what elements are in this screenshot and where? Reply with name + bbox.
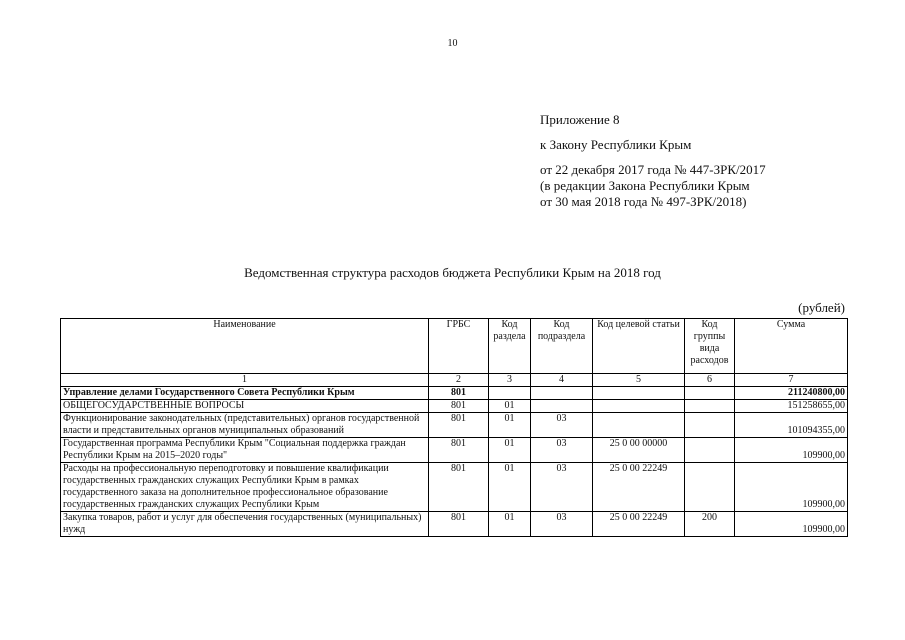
name-cell: Государственная программа Республики Крым "Социальная поддержка граждан Республики Крым на 2015–2020 годы" [61, 438, 429, 463]
table-row [61, 512, 848, 537]
table-row [61, 400, 848, 413]
name-cell: Расходы на профессиональную переподготовку и повышение квалификации государственных гражданских служащих Республики Крым в рамках государственного заказа на дополнительное профессиональное образование государственных гражданских служащих Республики Крым [61, 463, 429, 512]
podrazdel-cell: 03 [531, 463, 593, 512]
statya-cell: 25 0 00 22249 [593, 463, 685, 512]
razdel-cell: 01 [489, 400, 531, 413]
appendix-line-4: (в редакции Закона Республики Крым [540, 178, 750, 193]
budget-table [60, 318, 848, 537]
vid-cell [685, 438, 735, 463]
statya-cell [593, 387, 685, 400]
summa-cell: 109900,00 [735, 512, 848, 537]
podrazdel-cell [531, 387, 593, 400]
summa-cell: 151258655,00 [735, 400, 848, 413]
summa-cell: 101094355,00 [735, 413, 848, 438]
table-row [61, 387, 848, 400]
podrazdel-cell: 03 [531, 438, 593, 463]
table-row [61, 463, 848, 512]
column-number: 6 [685, 374, 735, 387]
vid-cell [685, 400, 735, 413]
name-cell: Закупка товаров, работ и услуг для обеспечения государственных (муниципальных) нужд [61, 512, 429, 537]
statya-cell: 25 0 00 00000 [593, 438, 685, 463]
podrazdel-cell [531, 400, 593, 413]
header-name: Наименование [61, 319, 429, 374]
column-numbers-row [61, 374, 848, 387]
grbs-cell: 801 [429, 512, 489, 537]
table-row [61, 413, 848, 438]
page-number: 10 [447, 38, 458, 49]
razdel-cell [489, 387, 531, 400]
header-razdel: Код раздела [489, 319, 531, 374]
column-number: 2 [429, 374, 489, 387]
column-number: 4 [531, 374, 593, 387]
grbs-cell: 801 [429, 387, 489, 400]
table-header-row [61, 319, 848, 374]
table-row [61, 438, 848, 463]
header-summa: Сумма [735, 319, 848, 374]
razdel-cell: 01 [489, 438, 531, 463]
vid-cell [685, 463, 735, 512]
name-cell: Управление делами Государственного Совета Республики Крым [61, 387, 429, 400]
grbs-cell: 801 [429, 400, 489, 413]
appendix-line-5: от 30 мая 2018 года № 497-ЗРК/2018) [540, 194, 747, 209]
column-number: 5 [593, 374, 685, 387]
grbs-cell: 801 [429, 438, 489, 463]
appendix-line-3: от 22 декабря 2017 года № 447-ЗРК/2017 [540, 162, 766, 177]
name-cell: Функционирование законодательных (представительных) органов государственной власти и представительных органов муниципальных образований [61, 413, 429, 438]
currency-unit: (рублей) [798, 300, 845, 315]
vid-cell [685, 413, 735, 438]
statya-cell: 25 0 00 22249 [593, 512, 685, 537]
name-cell: ОБЩЕГОСУДАРСТВЕННЫЕ ВОПРОСЫ [61, 400, 429, 413]
column-number: 7 [735, 374, 848, 387]
header-grbs: ГРБС [429, 319, 489, 374]
appendix-line-2: к Закону Республики Крым [540, 137, 692, 152]
razdel-cell: 01 [489, 413, 531, 438]
document-title: Ведомственная структура расходов бюджета Республики Крым на 2018 год [244, 265, 661, 280]
header-podrazdel: Код подраздела [531, 319, 593, 374]
grbs-cell: 801 [429, 463, 489, 512]
statya-cell [593, 400, 685, 413]
summa-cell: 109900,00 [735, 463, 848, 512]
razdel-cell: 01 [489, 463, 531, 512]
appendix-header [540, 112, 766, 210]
podrazdel-cell: 03 [531, 512, 593, 537]
appendix-line-1: Приложение 8 [540, 112, 620, 127]
grbs-cell: 801 [429, 413, 489, 438]
vid-cell: 200 [685, 512, 735, 537]
header-vid: Код группы вида расходов [685, 319, 735, 374]
summa-cell: 109900,00 [735, 438, 848, 463]
vid-cell [685, 387, 735, 400]
razdel-cell: 01 [489, 512, 531, 537]
summa-cell: 211240800,00 [735, 387, 848, 400]
column-number: 3 [489, 374, 531, 387]
header-statya: Код целевой статьи [593, 319, 685, 374]
column-number: 1 [61, 374, 429, 387]
podrazdel-cell: 03 [531, 413, 593, 438]
statya-cell [593, 413, 685, 438]
